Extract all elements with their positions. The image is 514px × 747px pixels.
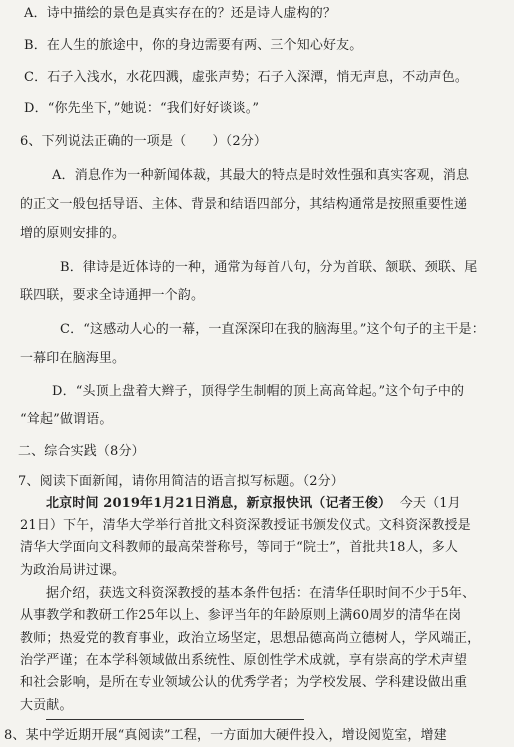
q7-news-p2-line-3: 教师；热爱党的教育事业，政治立场坚定，思想品德高尚立德树人，学风端正， bbox=[20, 631, 481, 646]
q6-option-a-line-3: 增的原则安排的。 bbox=[20, 226, 126, 241]
q7-news-p1-line-3: 清华大学面向文科教师的最高荣誉称号，等同于“院士”，首批共18人，多人 bbox=[20, 540, 459, 555]
q7-news-p2-line-1: 据介绍，获选文科资深教授的基本条件包括：在清华任职时间不少于5年、 bbox=[46, 586, 476, 601]
q7-news-p1-line-2: 21日）下午，清华大学举行首批文科资深教授证书颁发仪式。文科资深教授是 bbox=[20, 518, 471, 533]
q7-news-p2-line-6: 大贡献。 bbox=[20, 698, 73, 713]
section-2-heading: 二、综合实践（8分） bbox=[18, 444, 145, 459]
q7-news-p2-line-4: 治学严谨；在本学科领域做出系统性、原创性学术成就，享有崇高的学术声望 bbox=[20, 653, 468, 668]
q6-option-a-line-2: 的正文一般包括导语、主体、背景和结语四部分，其结构通常是按照重要性递 bbox=[20, 197, 468, 212]
q6-option-a-line-1: A．消息作为一种新闻体裁，其最大的特点是时效性强和真实客观，消息 bbox=[52, 168, 470, 183]
q8-stem: 8、某中学近期开展“真阅读”工程，一方面加大硬件投入，增设阅览室，增建 bbox=[4, 728, 447, 743]
q6-option-c-line-2: 一幕印在脑海里。 bbox=[20, 351, 126, 366]
q6-option-d-line-2: “耸起”做谓语。 bbox=[20, 412, 113, 427]
answer-line[interactable] bbox=[46, 719, 304, 720]
q7-stem: 7、阅读下面新闻，请你用简洁的语言拟写标题。（2分） bbox=[18, 474, 344, 489]
q5-option-c: C．石子入浅水，水花四溅，虚张声势；石子入深潭，悄无声息，不动声色。 bbox=[24, 70, 469, 85]
q6-option-d-line-1: D．“头顶上盘着大辫子，顶得学生制帽的顶上高高耸起。”这个句子中的 bbox=[52, 384, 465, 399]
q6-option-c-line-1: C．“这感动人心的一幕，一直深深印在我的脑海里。”这个句子的主干是： bbox=[60, 322, 485, 337]
q6-option-b-line-2: 联四联，要求全诗通押一个韵。 bbox=[20, 288, 205, 303]
q5-option-a: A．诗中描绘的景色是真实存在的？还是诗人虚构的？ bbox=[24, 6, 336, 21]
q5-option-b: B．在人生的旅途中，你的身边需要有两、三个知心好友。 bbox=[24, 38, 363, 53]
q7-news-lead bbox=[46, 495, 461, 513]
q7-news-dateline: 北京时间 2019年1月21日消息，新京报快讯（记者王俊） bbox=[46, 496, 392, 511]
q6-stem: 6、下列说法正确的一项是（ ）（2分） bbox=[20, 134, 268, 149]
q7-news-p1-line-4: 为政治局讲过课。 bbox=[20, 563, 126, 578]
q5-option-d: D．“你先坐下，”她说：“我们好好谈谈。” bbox=[24, 101, 260, 116]
q7-news-p2-line-2: 从事教学和教研工作25年以上、参评当年的年龄原则上满60周岁的清华在岗 bbox=[20, 608, 462, 623]
q7-news-lead-rest: 今天（1月 bbox=[399, 496, 461, 511]
q6-option-b-line-1: B．律诗是近体诗的一种，通常为每首八句，分为首联、颔联、颈联、尾 bbox=[60, 260, 478, 275]
q7-news-p2-line-5: 和社会影响，是所在专业领域公认的优秀学者；为学校发展、学科建设做出重 bbox=[20, 675, 468, 690]
